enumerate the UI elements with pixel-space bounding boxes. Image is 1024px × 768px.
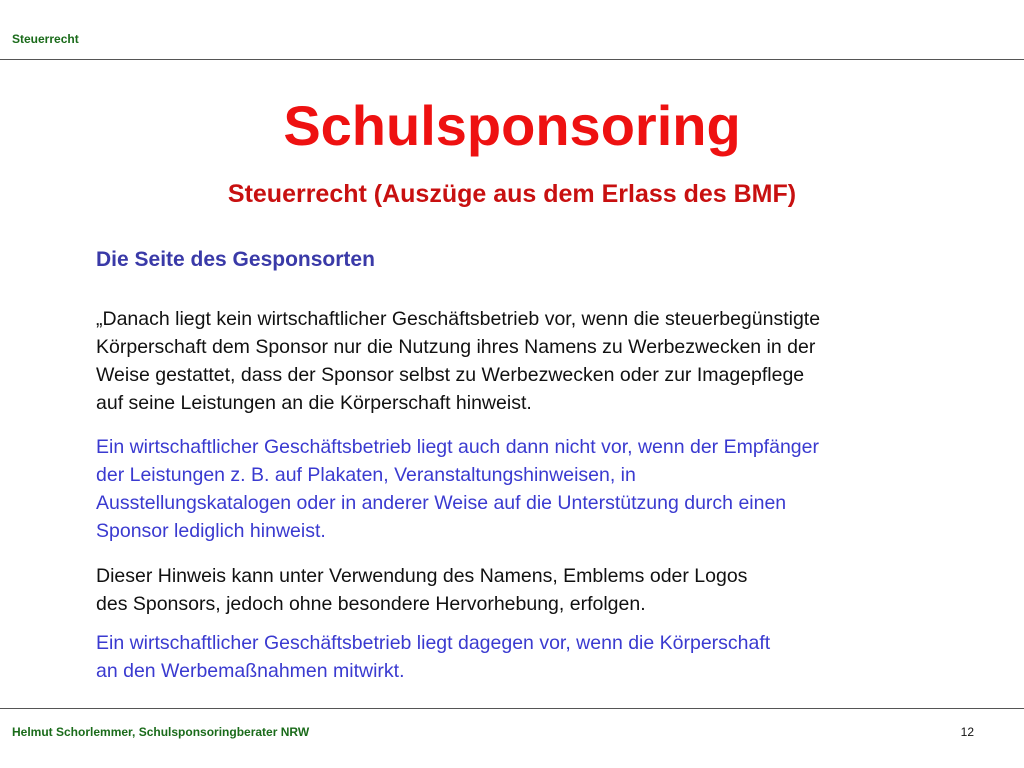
paragraph-line: Sponsor lediglich hinweist. bbox=[96, 520, 326, 542]
footer-divider bbox=[0, 708, 1024, 709]
paragraph-line: „Danach liegt kein wirtschaftlicher Geschäftsbetrieb vor, wenn die steuerbegünstigte bbox=[96, 308, 821, 330]
paragraph-line: Ausstellungskatalogen oder in anderer Weise auf die Unterstützung durch einen bbox=[96, 492, 787, 514]
page-number: 12 bbox=[960, 725, 974, 739]
paragraph-quote-intro bbox=[96, 305, 956, 417]
paragraph-business-operation bbox=[96, 629, 956, 685]
paragraph-line: Dieser Hinweis kann unter Verwendung des Namens, Emblems oder Logos bbox=[96, 565, 748, 587]
paragraph-line: Weise gestattet, dass der Sponsor selbst zu Werbezwecken oder zur Imagepflege bbox=[96, 364, 805, 386]
paragraph-line: Körperschaft dem Sponsor nur die Nutzung ihres Namens zu Werbezwecken in der bbox=[96, 336, 816, 358]
paragraph-line: auf seine Leistungen an die Körperschaft hinweist. bbox=[96, 392, 532, 414]
header-divider bbox=[0, 59, 1024, 60]
paragraph-no-business-operation bbox=[96, 433, 956, 545]
section-heading: Die Seite des Gesponsorten bbox=[96, 248, 375, 271]
paragraph-line: der Leistungen z. B. auf Plakaten, Veranstaltungshinweisen, in bbox=[96, 464, 636, 486]
slide-title: Schulsponsoring bbox=[283, 94, 741, 157]
paragraph-line: des Sponsors, jedoch ohne besondere Hervorhebung, erfolgen. bbox=[96, 593, 646, 615]
paragraph-line: Ein wirtschaftlicher Geschäftsbetrieb liegt auch dann nicht vor, wenn der Empfänger bbox=[96, 436, 819, 458]
footer-author: Helmut Schorlemmer, Schulsponsoringberater NRW bbox=[12, 725, 310, 739]
header-label: Steuerrecht bbox=[12, 32, 79, 46]
paragraph-line: Ein wirtschaftlicher Geschäftsbetrieb liegt dagegen vor, wenn die Körperschaft bbox=[96, 632, 771, 654]
paragraph-sponsor-reference bbox=[96, 562, 956, 618]
slide-subtitle: Steuerrecht (Auszüge aus dem Erlass des BMF) bbox=[227, 180, 797, 208]
paragraph-line: an den Werbemaßnahmen mitwirkt. bbox=[96, 660, 405, 682]
